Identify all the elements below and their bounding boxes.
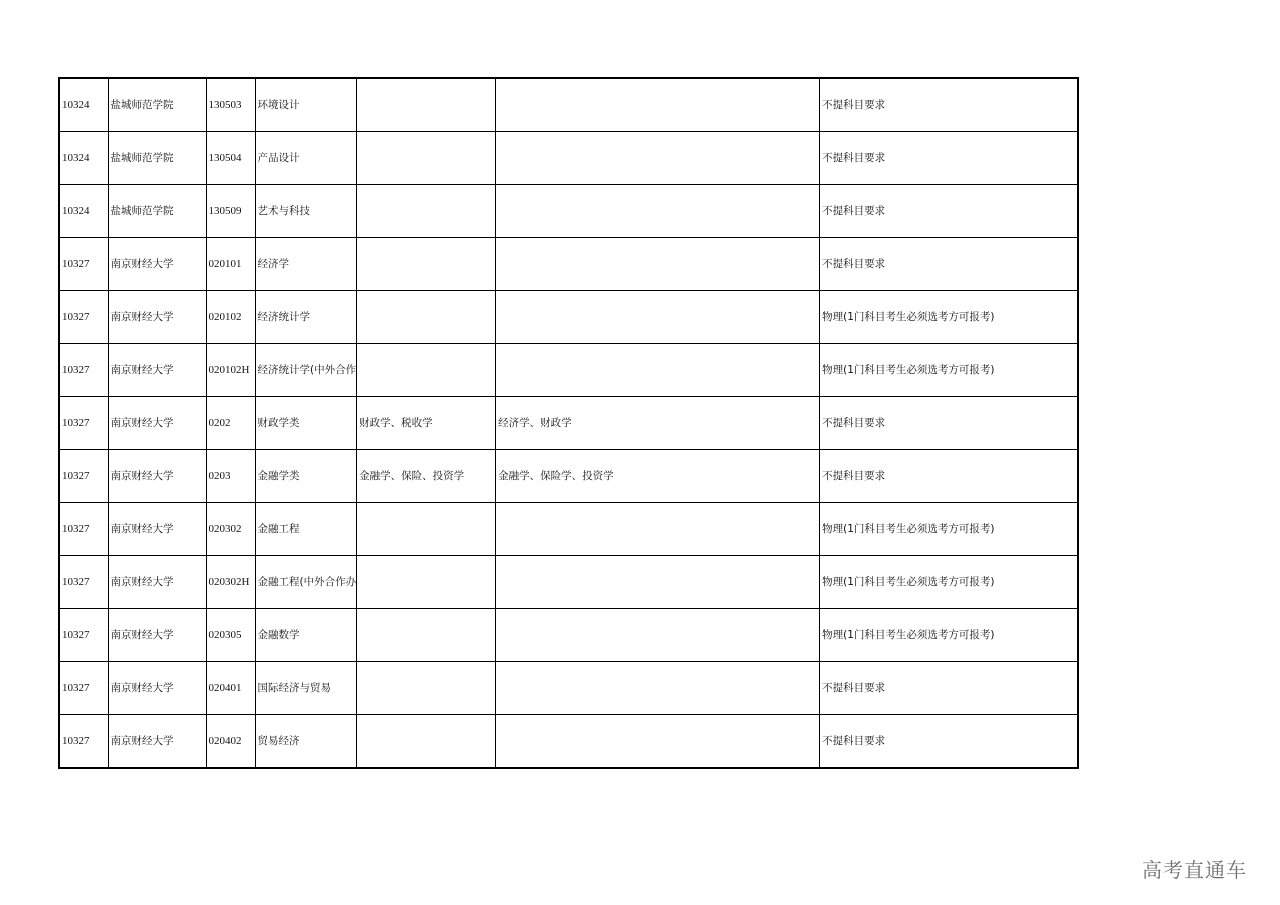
subject-requirement-cell: 物理(1门科目考生必须选考方可报考) [820,556,1078,609]
subject-requirement-cell: 不提科目要求 [820,132,1078,185]
subject-requirement-cell: 不提科目要求 [820,715,1078,769]
table-row [59,662,1078,715]
included-majors-cell [357,609,496,662]
related-majors-cell [496,291,820,344]
school-name-cell: 南京财经大学 [108,662,206,715]
school-name-cell: 南京财经大学 [108,715,206,769]
school-code-cell: 10327 [59,556,108,609]
related-majors-cell [496,344,820,397]
school-name-cell: 盐城师范学院 [108,78,206,132]
major-code-cell: 020401 [206,662,255,715]
table-row [59,503,1078,556]
related-majors-cell [496,609,820,662]
major-name-cell: 环境设计 [255,78,357,132]
school-name-cell: 盐城师范学院 [108,132,206,185]
included-majors-cell [357,185,496,238]
related-majors-cell: 金融学、保险学、投资学 [496,450,820,503]
subject-requirement-cell: 物理(1门科目考生必须选考方可报考) [820,291,1078,344]
table-row [59,238,1078,291]
major-name-cell: 金融工程 [255,503,357,556]
subject-requirements-table [58,77,1079,769]
school-code-cell: 10327 [59,450,108,503]
included-majors-cell [357,662,496,715]
major-code-cell: 0202 [206,397,255,450]
subject-requirement-cell: 物理(1门科目考生必须选考方可报考) [820,344,1078,397]
major-name-cell: 国际经济与贸易 [255,662,357,715]
school-code-cell: 10327 [59,609,108,662]
included-majors-cell [357,238,496,291]
major-code-cell: 020302 [206,503,255,556]
school-name-cell: 南京财经大学 [108,503,206,556]
school-name-cell: 南京财经大学 [108,450,206,503]
related-majors-cell [496,662,820,715]
related-majors-cell [496,78,820,132]
major-name-cell: 经济统计学(中外合作 [255,344,357,397]
major-name-cell: 金融数学 [255,609,357,662]
subject-requirement-cell: 物理(1门科目考生必须选考方可报考) [820,609,1078,662]
school-code-cell: 10327 [59,662,108,715]
school-code-cell: 10327 [59,238,108,291]
major-name-cell: 金融学类 [255,450,357,503]
major-code-cell: 020101 [206,238,255,291]
included-majors-cell: 金融学、保险、投资学 [357,450,496,503]
school-code-cell: 10324 [59,132,108,185]
major-name-cell: 经济学 [255,238,357,291]
table-row [59,450,1078,503]
related-majors-cell [496,715,820,769]
related-majors-cell [496,238,820,291]
major-code-cell: 130509 [206,185,255,238]
included-majors-cell [357,344,496,397]
school-code-cell: 10327 [59,291,108,344]
included-majors-cell [357,78,496,132]
table-row [59,78,1078,132]
school-code-cell: 10327 [59,503,108,556]
included-majors-cell [357,715,496,769]
table-row [59,715,1078,769]
subject-requirement-cell: 不提科目要求 [820,450,1078,503]
school-code-cell: 10327 [59,344,108,397]
school-name-cell: 盐城师范学院 [108,185,206,238]
school-name-cell: 南京财经大学 [108,556,206,609]
included-majors-cell [357,291,496,344]
related-majors-cell [496,185,820,238]
school-name-cell: 南京财经大学 [108,238,206,291]
major-name-cell: 艺术与科技 [255,185,357,238]
subject-requirement-cell: 不提科目要求 [820,397,1078,450]
major-name-cell: 经济统计学 [255,291,357,344]
school-code-cell: 10327 [59,397,108,450]
table-row [59,397,1078,450]
major-name-cell: 财政学类 [255,397,357,450]
table-row [59,185,1078,238]
subject-requirement-cell: 物理(1门科目考生必须选考方可报考) [820,503,1078,556]
subject-requirement-cell: 不提科目要求 [820,185,1078,238]
major-code-cell: 020102 [206,291,255,344]
included-majors-cell [357,556,496,609]
subject-requirement-cell: 不提科目要求 [820,662,1078,715]
major-code-cell: 0203 [206,450,255,503]
major-code-cell: 130504 [206,132,255,185]
included-majors-cell: 财政学、税收学 [357,397,496,450]
included-majors-cell [357,503,496,556]
related-majors-cell [496,132,820,185]
major-code-cell: 020302H [206,556,255,609]
major-name-cell: 产品设计 [255,132,357,185]
school-code-cell: 10327 [59,715,108,769]
school-code-cell: 10324 [59,185,108,238]
major-code-cell: 020305 [206,609,255,662]
table-row [59,132,1078,185]
school-code-cell: 10324 [59,78,108,132]
school-name-cell: 南京财经大学 [108,344,206,397]
table-row [59,556,1078,609]
subject-requirement-cell: 不提科目要求 [820,238,1078,291]
major-code-cell: 020102H [206,344,255,397]
related-majors-cell: 经济学、财政学 [496,397,820,450]
school-name-cell: 南京财经大学 [108,609,206,662]
table-body [59,78,1078,768]
major-name-cell: 贸易经济 [255,715,357,769]
watermark-text: 高考直通车 [1142,858,1247,882]
major-name-cell: 金融工程(中外合作办 [255,556,357,609]
related-majors-cell [496,503,820,556]
table-row [59,291,1078,344]
school-name-cell: 南京财经大学 [108,291,206,344]
related-majors-cell [496,556,820,609]
major-code-cell: 130503 [206,78,255,132]
subject-requirement-cell: 不提科目要求 [820,78,1078,132]
major-code-cell: 020402 [206,715,255,769]
school-name-cell: 南京财经大学 [108,397,206,450]
table-row [59,344,1078,397]
included-majors-cell [357,132,496,185]
table-row [59,609,1078,662]
